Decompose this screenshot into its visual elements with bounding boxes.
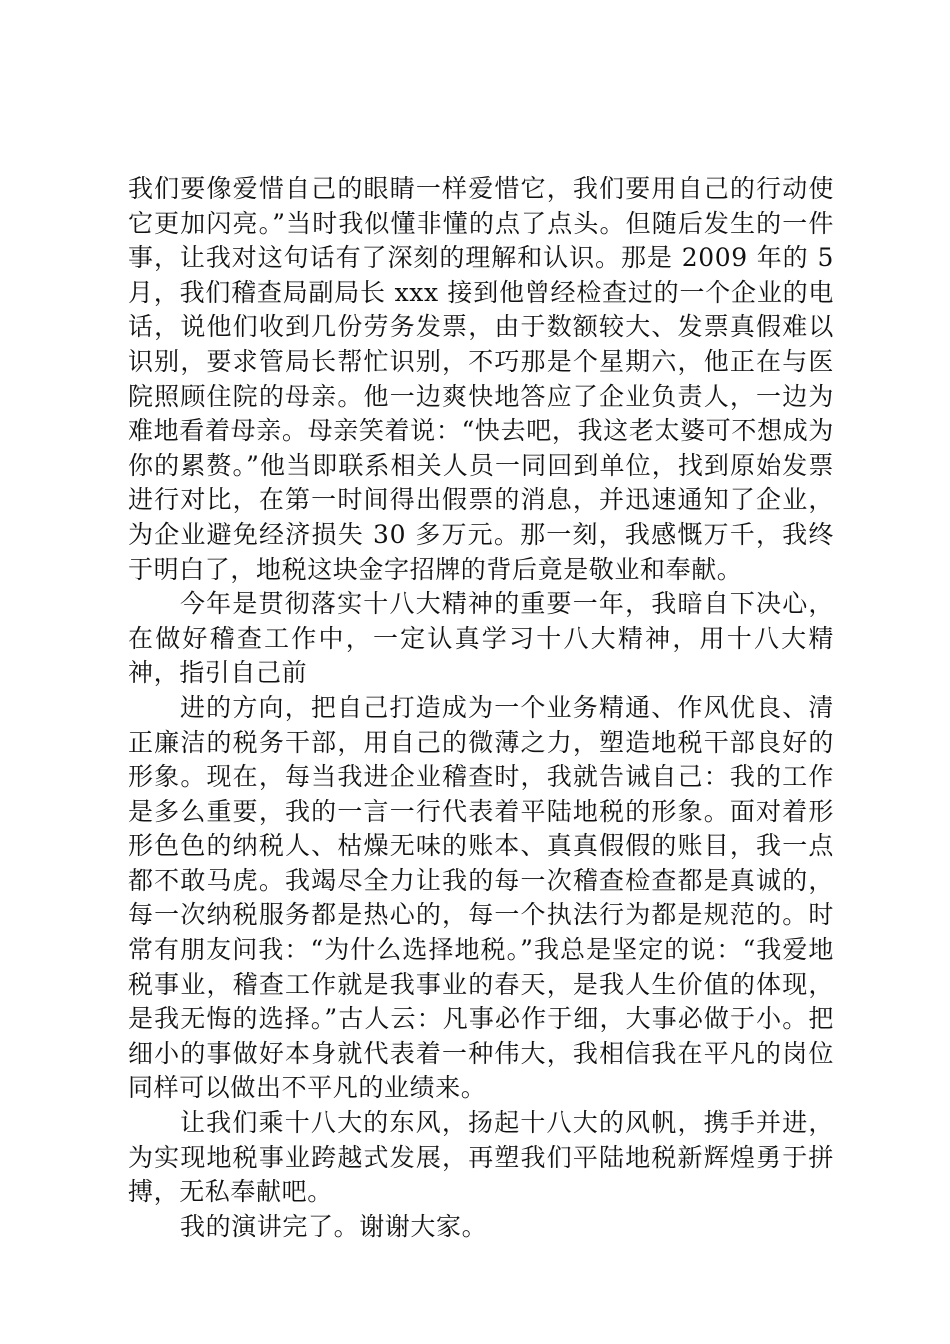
paragraph-2: 今年是贯彻落实十八大精神的重要一年，我暗自下决心，在做好稽查工作中，一定认真学习十八大精神，用十八大精神，指引自己前: [128, 589, 834, 688]
document-body: [128, 172, 843, 1244]
paragraph-1: 我们要像爱惜自己的眼睛一样爱惜它，我们要用自己的行动使它更加闪亮。”当时我似懂非懂的点了点头。但随后发生的一件事，让我对这句话有了深刻的理解和认识。那是 2009 年的 5 月，我们稽查局副局长 xxx 接到他曾经检查过的一个企业的电话，说他们收到几份劳务发票，由于数额较大、发票真假难以识别，要求管局长帮忙识别，不巧那是个星期六，他正在与医院照顾住院的母亲。他一边爽快地答应了企业负责人，一边为难地看着母亲。母亲笑着说：“快去吧，我这老太婆可不想成为你的累赘。”他当即联系相关人员一同回到单位，找到原始发票进行对比，在第一时间得出假票的消息，并迅速通知了企业，为企业避免经济损失 30 多万元。那一刻，我感慨万千，我终于明白了，地税这块金字招牌的背后竟是敬业和奉献。: [128, 174, 843, 584]
paragraph-4: 让我们乘十八大的东风，扬起十八大的风帆，携手并进，为实现地税事业跨越式发展，再塑我们平陆地税新辉煌勇于拼搏，无私奉献吧。: [128, 1108, 834, 1207]
paragraph-3: 进的方向，把自己打造成为一个业务精通、作风优良、清正廉洁的税务干部，用自己的微薄之力，塑造地税干部良好的形象。现在，每当我进企业稽查时，我就告诫自己：我的工作是多么重要，我的一言一行代表着平陆地税的形象。面对着形形色色的纳税人、枯燥无味的账本、真真假假的账目，我一点都不敢马虎。我竭尽全力让我的每一次稽查检查都是真诚的，每一次纳税服务都是热心的，每一个执法行为都是规范的。时常有朋友问我：“为什么选择地税。”我总是坚定的说：“我爱地税事业，稽查工作就是我事业的春天，是我人生价值的体现，是我无悔的选择。”古人云：凡事必作于细，大事必做于小。把细小的事做好本身就代表着一种伟大，我相信我在平凡的岗位同样可以做出不平凡的业绩来。: [128, 692, 834, 1103]
paragraph-5: 我的演讲完了。谢谢大家。: [180, 1211, 488, 1241]
